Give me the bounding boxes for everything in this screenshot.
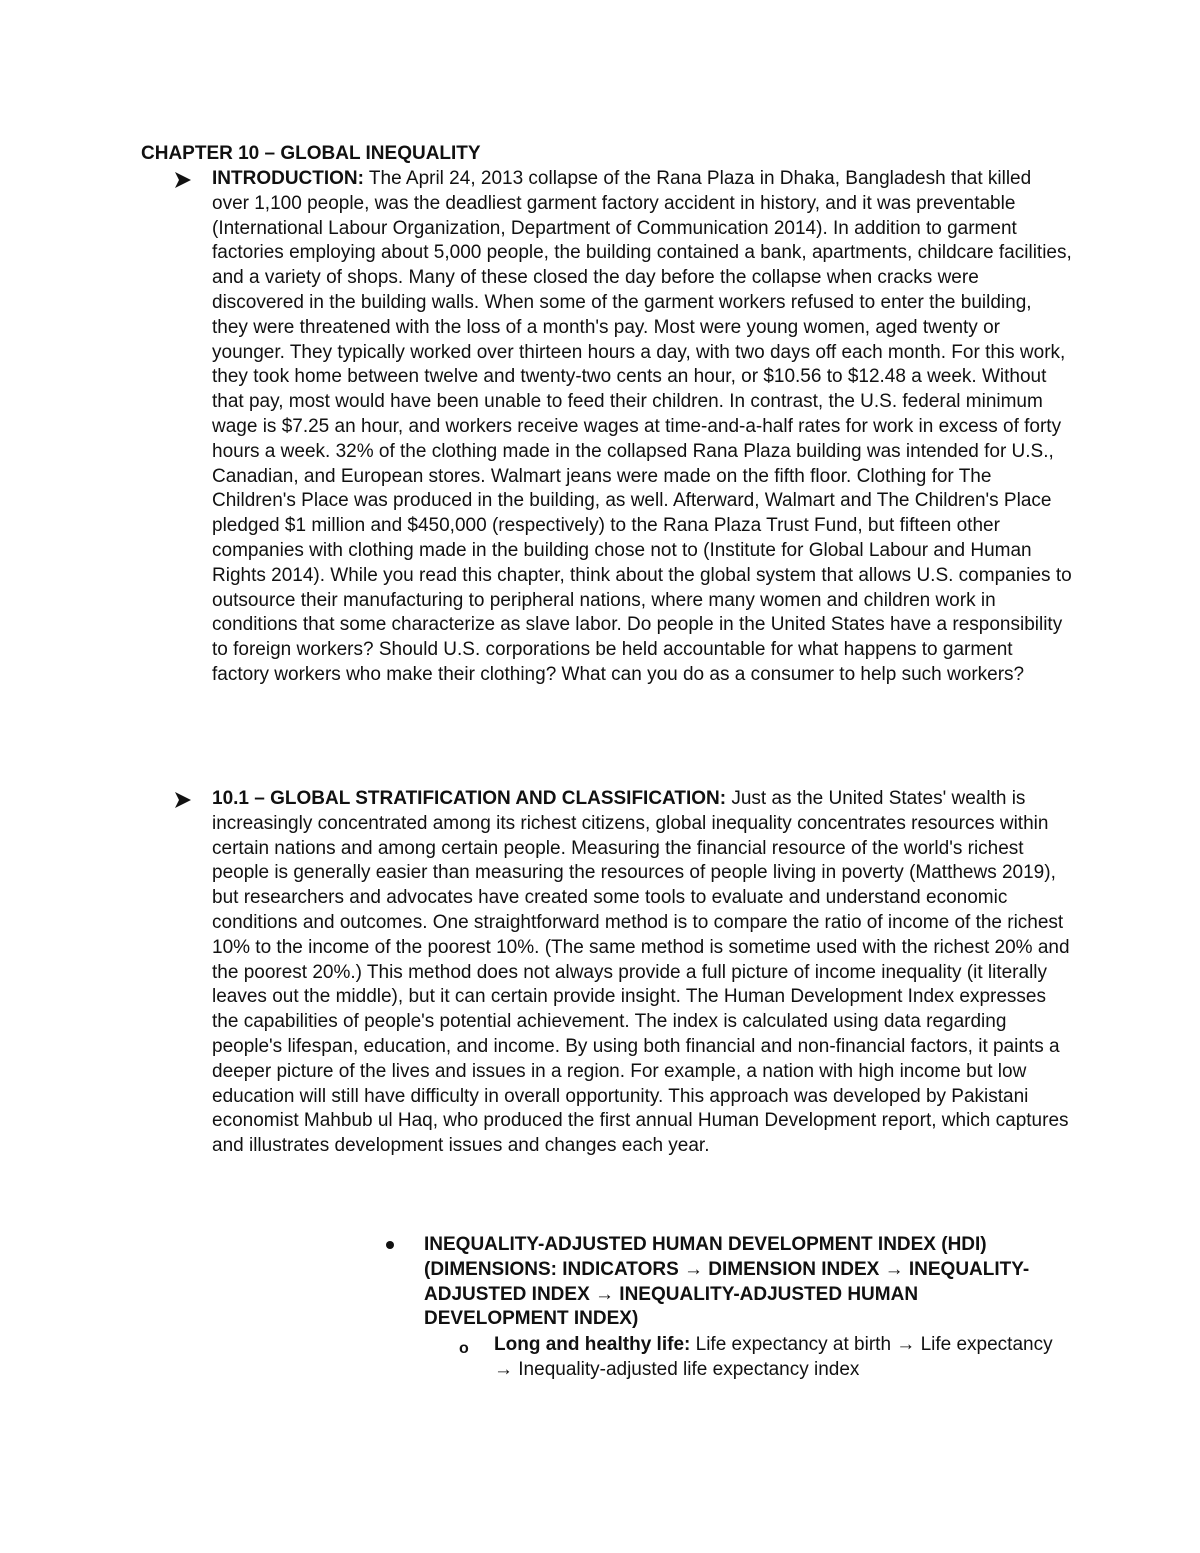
arrowhead-bullet-icon	[174, 171, 192, 189]
ihdi-heading: INEQUALITY-ADJUSTED HUMAN DEVELOPMENT INDEX (HDI) (DIMENSIONS: INDICATORS → DIMENSION INDEX → INEQUALITY-ADJUSTED INDEX → INEQUALITY-ADJUSTED HUMAN DEVELOPMENT INDEX)	[424, 1234, 1030, 1330]
ihdi-subitem-long-healthy-life	[494, 1333, 1064, 1383]
arrowhead-bullet-icon	[174, 791, 192, 809]
introduction-paragraph	[212, 167, 1072, 688]
section-10-1-label: 10.1 – GLOBAL STRATIFICATION AND CLASSIFICATION:	[212, 788, 727, 809]
subitem-text: Life expectancy at birth → Life expectancy → Inequality-adjusted life expectancy index	[494, 1334, 1053, 1380]
section-10-1-paragraph	[212, 787, 1072, 1159]
introduction-text: The April 24, 2013 collapse of the Rana Plaza in Dhaka, Bangladesh that killed over 1,100 people, was the deadliest garment factory accident in history, and it was preventable (International Labour Organization, Department of Communication 2014). In addition to garment factories employing about 5,000 people, the building contained a bank, apartments, childcare facilities, and a variety of shops. Many of these closed the day before the collapse when cracks were discovered in the building walls. When some of the garment workers refused to enter the building, they were threatened with the loss of a month's pay. Most were young women, aged twenty or younger. They typically worked over thirteen hours a day, with two days off each month. For this work, they took home between twelve and twenty-two cents an hour, or $10.56 to $12.48 a week. Without that pay, most would have been unable to feed their children. In contrast, the U.S. federal minimum wage is $7.25 an hour, and workers receive wages at time-and-a-half rates for work in excess of forty hours a week. 32% of the clothing made in the collapsed Rana Plaza building was intended for U.S., Canadian, and European stores. Walmart jeans were made on the fifth floor. Clothing for The Children's Place was produced in the building, as well. Afterward, Walmart and The Children's Place pledged $1 million and $450,000 (respectively) to the Rana Plaza Trust Fund, but fifteen other companies with clothing made in the building chose not to (Institute for Global Labour and Human Rights 2014). While you read this chapter, think about the global system that allows U.S. companies to outsource their manufacturing to peripheral nations, where many women and children work in conditions that some characterize as slave labor. Do people in the United States have a responsibility to foreign workers? Should U.S. corporations be held accountable for what happens to garment factory workers who make their clothing? What can you do as a consumer to help such workers?	[212, 168, 1072, 685]
section-10-1-text: Just as the United States' wealth is increasingly concentrated among its richest citizens, global inequality concentrates resources within certain nations and among certain people. Measuring the financial resource of the world's richest people is generally easier than measuring the resources of people living in poverty (Matthews 2019), but researchers and advocates have created some tools to evaluate and understand economic conditions and outcomes. One straightforward method is to compare the ratio of income of the richest 10% to the income of the poorest 10%. (The same method is sometime used with the richest 20% and the poorest 20%.) This method does not always provide a full picture of income inequality (it literally leaves out the middle), but it can certain provide insight. The Human Development Index expresses the capabilities of people's potential achievement. The index is calculated using data regarding people's lifespan, education, and income. By using both financial and non-financial factors, it paints a deeper picture of the lives and issues in a region. For example, a nation with high income but low education will still have difficulty in overall opportunity. This approach was developed by Pakistani economist Mahbub ul Haq, who produced the first annual Human Development report, which captures and illustrates development issues and changes each year.	[212, 788, 1070, 1157]
subitem-label: Long and healthy life:	[494, 1334, 691, 1355]
sub-bullet-marker: o	[459, 1340, 469, 1357]
round-bullet-icon	[386, 1241, 394, 1249]
introduction-label: INTRODUCTION:	[212, 168, 364, 189]
chapter-title: CHAPTER 10 – GLOBAL INEQUALITY	[141, 143, 481, 164]
